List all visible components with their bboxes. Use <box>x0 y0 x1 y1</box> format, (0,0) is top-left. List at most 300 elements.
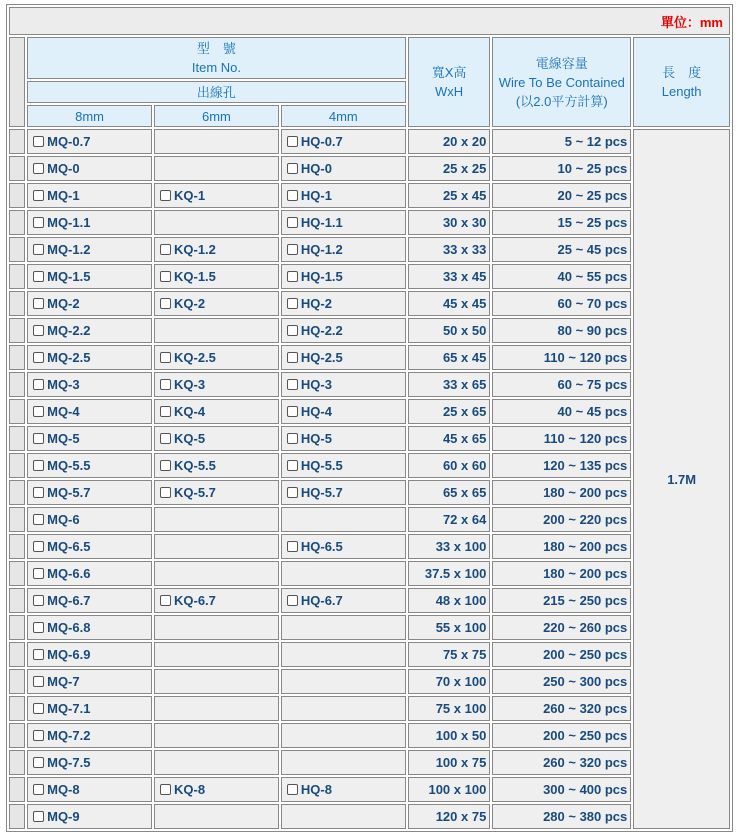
wire-capacity-cell: 200 ~ 250 pcs <box>492 642 631 667</box>
mq-item-option[interactable] <box>33 755 90 770</box>
row-side-cell <box>9 453 25 478</box>
table-row <box>9 507 730 532</box>
mq-checkbox[interactable] <box>33 595 44 606</box>
kq-item-option[interactable] <box>160 269 216 284</box>
kq-item-option[interactable] <box>160 485 216 500</box>
kq-checkbox[interactable] <box>160 433 171 444</box>
mq-cell <box>27 426 152 451</box>
row-side-cell <box>9 561 25 586</box>
size-cell: 50 x 50 <box>408 318 491 343</box>
wire-header-zh: 電線容量 <box>535 55 588 71</box>
wire-capacity-cell: 220 ~ 260 pcs <box>492 615 631 640</box>
mq-item-option[interactable] <box>33 296 80 311</box>
mq-checkbox[interactable] <box>33 649 44 660</box>
hq-checkbox[interactable] <box>287 379 298 390</box>
mq-cell <box>27 183 152 208</box>
row-side-cell <box>9 615 25 640</box>
mq-item-label: MQ-2.5 <box>47 350 91 365</box>
size-header-zh: 寬X高 <box>431 65 467 80</box>
hq-cell <box>281 237 406 262</box>
row-side-cell <box>9 237 25 262</box>
mq-cell <box>27 669 152 694</box>
kq-checkbox[interactable] <box>160 352 171 363</box>
mq-item-label: MQ-1.5 <box>47 269 91 284</box>
row-side-cell <box>9 372 25 397</box>
wire-capacity-cell: 180 ~ 200 pcs <box>492 480 631 505</box>
mq-item-label: MQ-2.2 <box>47 323 91 338</box>
table-row <box>9 723 730 748</box>
mq-item-label: MQ-6.5 <box>47 539 91 554</box>
mq-item-option[interactable] <box>33 431 80 446</box>
hq-checkbox[interactable] <box>287 244 298 255</box>
mq-cell <box>27 156 152 181</box>
mq-item-option[interactable] <box>33 350 90 365</box>
mq-checkbox[interactable] <box>33 190 44 201</box>
kq-item-option[interactable] <box>160 593 216 608</box>
hq-item-label: HQ-2.2 <box>300 323 343 338</box>
kq-cell <box>154 210 279 235</box>
hq-checkbox[interactable] <box>287 460 298 471</box>
kq-checkbox[interactable] <box>160 190 171 201</box>
kq-cell <box>154 534 279 559</box>
hq-cell <box>281 750 406 775</box>
mq-cell <box>27 291 152 316</box>
mq-checkbox[interactable] <box>33 406 44 417</box>
mq-item-label: MQ-1 <box>47 188 80 203</box>
mq-item-label: MQ-6.6 <box>47 566 91 581</box>
row-side-cell <box>9 642 25 667</box>
kq-cell <box>154 291 279 316</box>
hq-cell <box>281 777 406 802</box>
kq-cell <box>154 453 279 478</box>
kq-checkbox[interactable] <box>160 406 171 417</box>
mq-checkbox[interactable] <box>33 244 44 255</box>
table-row <box>9 588 730 613</box>
hq-cell <box>281 615 406 640</box>
mq-checkbox[interactable] <box>33 568 44 579</box>
unit-label: 單位：mm <box>9 7 730 35</box>
wire-capacity-cell: 300 ~ 400 pcs <box>492 777 631 802</box>
mq-checkbox[interactable] <box>33 676 44 687</box>
wire-capacity-cell: 110 ~ 120 pcs <box>492 426 631 451</box>
wire-capacity-cell: 40 ~ 45 pcs <box>492 399 631 424</box>
hq-item-option[interactable] <box>287 404 332 419</box>
hq-item-option[interactable] <box>287 188 332 203</box>
row-side-cell <box>9 777 25 802</box>
hq-cell <box>281 264 406 289</box>
hq-item-option[interactable] <box>287 377 332 392</box>
table-row <box>9 129 730 154</box>
hq-item-option[interactable] <box>287 539 343 554</box>
kq-cell <box>154 723 279 748</box>
table-row <box>9 237 730 262</box>
mq-item-option[interactable] <box>33 161 80 176</box>
hq-cell <box>281 345 406 370</box>
kq-item-option[interactable] <box>160 404 205 419</box>
mq-cell <box>27 480 152 505</box>
mq-item-option[interactable] <box>33 809 80 824</box>
hq-cell <box>281 453 406 478</box>
kq-item-label: KQ-5.7 <box>173 485 216 500</box>
wire-capacity-cell: 20 ~ 25 pcs <box>492 183 631 208</box>
mq-item-option[interactable] <box>33 377 80 392</box>
item-no-en: Item No. <box>191 60 241 75</box>
hq-item-option[interactable] <box>287 350 343 365</box>
kq-item-label: KQ-5.5 <box>173 458 216 473</box>
hq-checkbox[interactable] <box>287 541 298 552</box>
mq-checkbox[interactable] <box>33 757 44 768</box>
wire-capacity-cell: 260 ~ 320 pcs <box>492 750 631 775</box>
row-side-cell <box>9 129 25 154</box>
mq-checkbox[interactable] <box>33 379 44 390</box>
size-cell: 37.5 x 100 <box>408 561 491 586</box>
kq-checkbox[interactable] <box>160 244 171 255</box>
hq-checkbox[interactable] <box>287 271 298 282</box>
hq-item-label: HQ-0 <box>300 161 332 176</box>
kq-item-option[interactable] <box>160 431 205 446</box>
mq-checkbox[interactable] <box>33 433 44 444</box>
mq-item-option[interactable] <box>33 512 80 527</box>
hq-item-option[interactable] <box>287 431 332 446</box>
mq-item-option[interactable] <box>33 134 90 149</box>
table-row <box>9 777 730 802</box>
mq-item-label: MQ-7.5 <box>47 755 91 770</box>
kq-cell <box>154 696 279 721</box>
mq-cell <box>27 210 152 235</box>
size-cell: 75 x 100 <box>408 696 491 721</box>
size-cell: 65 x 65 <box>408 480 491 505</box>
size-cell: 100 x 50 <box>408 723 491 748</box>
hq-item-label: HQ-5.7 <box>300 485 343 500</box>
kq-cell <box>154 372 279 397</box>
hq-item-label: HQ-6.5 <box>300 539 343 554</box>
hq-checkbox[interactable] <box>287 325 298 336</box>
wire-capacity-cell: 110 ~ 120 pcs <box>492 345 631 370</box>
wire-capacity-cell: 180 ~ 200 pcs <box>492 534 631 559</box>
mq-checkbox[interactable] <box>33 784 44 795</box>
kq-item-label: KQ-6.7 <box>173 593 216 608</box>
table-row <box>9 372 730 397</box>
size-cell: 30 x 30 <box>408 210 491 235</box>
mq-item-option[interactable] <box>33 566 90 581</box>
hq-cell <box>281 507 406 532</box>
wire-capacity-cell: 200 ~ 250 pcs <box>492 723 631 748</box>
mq-item-option[interactable] <box>33 647 90 662</box>
size-header-en: WxH <box>434 84 464 99</box>
table-row <box>9 561 730 586</box>
kq-checkbox[interactable] <box>160 379 171 390</box>
table-header <box>9 7 730 127</box>
size-cell: 65 x 45 <box>408 345 491 370</box>
kq-cell <box>154 129 279 154</box>
mq-item-label: MQ-6.7 <box>47 593 91 608</box>
hq-checkbox[interactable] <box>287 406 298 417</box>
kq-cell <box>154 318 279 343</box>
kq-checkbox[interactable] <box>160 595 171 606</box>
mq-cell <box>27 696 152 721</box>
wire-capacity-cell: 5 ~ 12 pcs <box>492 129 631 154</box>
hq-cell <box>281 372 406 397</box>
header-side-cell <box>9 37 25 127</box>
hq-item-option[interactable] <box>287 296 332 311</box>
hq-checkbox[interactable] <box>287 784 298 795</box>
kq-checkbox[interactable] <box>160 784 171 795</box>
kq-checkbox[interactable] <box>160 460 171 471</box>
hq-checkbox[interactable] <box>287 352 298 363</box>
mq-item-label: MQ-2 <box>47 296 80 311</box>
mq-checkbox[interactable] <box>33 352 44 363</box>
mq-item-option[interactable] <box>33 620 90 635</box>
mq-item-option[interactable] <box>33 539 90 554</box>
hq-cell <box>281 561 406 586</box>
kq-cell <box>154 426 279 451</box>
size-cell: 33 x 65 <box>408 372 491 397</box>
mq-checkbox[interactable] <box>33 325 44 336</box>
table-row <box>9 669 730 694</box>
wire-capacity-cell: 215 ~ 250 pcs <box>492 588 631 613</box>
hq-checkbox[interactable] <box>287 298 298 309</box>
mq-checkbox[interactable] <box>33 136 44 147</box>
hq-item-option[interactable] <box>287 134 343 149</box>
mq-checkbox[interactable] <box>33 487 44 498</box>
mq-item-option[interactable] <box>33 458 90 473</box>
mq-item-option[interactable] <box>33 701 90 716</box>
item-no-header <box>27 37 406 79</box>
size-cell: 100 x 75 <box>408 750 491 775</box>
wire-capacity-cell: 120 ~ 135 pcs <box>492 453 631 478</box>
kq-item-option[interactable] <box>160 377 205 392</box>
mq-item-label: MQ-7 <box>47 674 80 689</box>
row-side-cell <box>9 264 25 289</box>
row-side-cell <box>9 318 25 343</box>
mq-item-label: MQ-7.2 <box>47 728 91 743</box>
row-side-cell <box>9 156 25 181</box>
item-no-zh: 型 號 <box>196 41 236 56</box>
table-row <box>9 210 730 235</box>
wire-capacity-cell: 200 ~ 220 pcs <box>492 507 631 532</box>
wire-capacity-cell: 180 ~ 200 pcs <box>492 561 631 586</box>
row-side-cell <box>9 426 25 451</box>
hq-item-option[interactable] <box>287 215 343 230</box>
row-side-cell <box>9 291 25 316</box>
mq-item-option[interactable] <box>33 242 90 257</box>
mq-cell <box>27 777 152 802</box>
mq-cell <box>27 372 152 397</box>
hq-cell <box>281 804 406 829</box>
hq-item-label: HQ-2 <box>300 296 332 311</box>
kq-cell <box>154 561 279 586</box>
mq-checkbox[interactable] <box>33 811 44 822</box>
row-side-cell <box>9 345 25 370</box>
hq-checkbox[interactable] <box>287 595 298 606</box>
kq-cell <box>154 507 279 532</box>
mq-checkbox[interactable] <box>33 460 44 471</box>
mq-item-option[interactable] <box>33 188 80 203</box>
hq-cell <box>281 183 406 208</box>
hq-item-option[interactable] <box>287 485 343 500</box>
mq-item-option[interactable] <box>33 593 90 608</box>
hq-item-option[interactable] <box>287 593 343 608</box>
mq-item-label: MQ-9 <box>47 809 80 824</box>
table-row <box>9 642 730 667</box>
table-row <box>9 291 730 316</box>
table-row <box>9 399 730 424</box>
mq-checkbox[interactable] <box>33 271 44 282</box>
mq-item-option[interactable] <box>33 485 90 500</box>
row-side-cell <box>9 588 25 613</box>
mq-item-option[interactable] <box>33 782 80 797</box>
mq-item-option[interactable] <box>33 404 80 419</box>
wire-capacity-cell: 280 ~ 380 pcs <box>492 804 631 829</box>
row-side-cell <box>9 696 25 721</box>
kq-item-label: KQ-5 <box>173 431 206 446</box>
mq-item-label: MQ-5.5 <box>47 458 91 473</box>
hq-item-option[interactable] <box>287 782 332 797</box>
hq-cell <box>281 399 406 424</box>
hq-checkbox[interactable] <box>287 217 298 228</box>
hq-checkbox[interactable] <box>287 190 298 201</box>
hq-checkbox[interactable] <box>287 487 298 498</box>
size-cell: 48 x 100 <box>408 588 491 613</box>
mq-cell <box>27 399 152 424</box>
mq-item-option[interactable] <box>33 323 90 338</box>
mq-cell <box>27 561 152 586</box>
row-side-cell <box>9 399 25 424</box>
mq-checkbox[interactable] <box>33 541 44 552</box>
row-side-cell <box>9 804 25 829</box>
wire-capacity-cell: 60 ~ 75 pcs <box>492 372 631 397</box>
hq-cell <box>281 426 406 451</box>
row-side-cell <box>9 750 25 775</box>
hq-cell <box>281 588 406 613</box>
row-side-cell <box>9 534 25 559</box>
length-header-zh: 長 度 <box>662 65 702 80</box>
mq-item-label: MQ-0 <box>47 161 80 176</box>
hq-checkbox[interactable] <box>287 136 298 147</box>
kq-checkbox[interactable] <box>160 487 171 498</box>
kq-checkbox[interactable] <box>160 271 171 282</box>
hq-cell <box>281 210 406 235</box>
col-8mm-header: 8mm <box>27 105 152 127</box>
table-row <box>9 318 730 343</box>
length-value: 1.7M <box>633 129 730 829</box>
mq-cell <box>27 345 152 370</box>
hq-item-option[interactable] <box>287 323 343 338</box>
row-side-cell <box>9 210 25 235</box>
mq-checkbox[interactable] <box>33 217 44 228</box>
mq-cell <box>27 615 152 640</box>
hq-item-option[interactable] <box>287 269 343 284</box>
mq-checkbox[interactable] <box>33 703 44 714</box>
mq-cell <box>27 507 152 532</box>
hq-item-label: HQ-2.5 <box>300 350 343 365</box>
kq-cell <box>154 750 279 775</box>
hq-cell <box>281 696 406 721</box>
wire-capacity-header <box>492 37 631 127</box>
hq-item-label: HQ-1 <box>300 188 332 203</box>
mq-item-label: MQ-3 <box>47 377 80 392</box>
mq-cell <box>27 237 152 262</box>
mq-cell <box>27 129 152 154</box>
kq-item-option[interactable] <box>160 458 216 473</box>
kq-item-option[interactable] <box>160 782 205 797</box>
wire-capacity-cell: 60 ~ 70 pcs <box>492 291 631 316</box>
mq-item-label: MQ-6.9 <box>47 647 91 662</box>
hq-cell <box>281 669 406 694</box>
size-cell: 33 x 100 <box>408 534 491 559</box>
kq-item-label: KQ-3 <box>173 377 206 392</box>
hq-item-option[interactable] <box>287 458 343 473</box>
row-side-cell <box>9 480 25 505</box>
size-cell: 100 x 100 <box>408 777 491 802</box>
hq-item-option[interactable] <box>287 161 332 176</box>
mq-cell <box>27 318 152 343</box>
table-row <box>9 183 730 208</box>
kq-item-option[interactable] <box>160 242 216 257</box>
kq-item-option[interactable] <box>160 188 205 203</box>
wire-capacity-cell: 260 ~ 320 pcs <box>492 696 631 721</box>
kq-cell <box>154 588 279 613</box>
kq-cell <box>154 399 279 424</box>
product-spec-table <box>6 4 733 832</box>
mq-item-label: MQ-5.7 <box>47 485 91 500</box>
hq-checkbox[interactable] <box>287 433 298 444</box>
hq-item-label: HQ-1.1 <box>300 215 343 230</box>
mq-item-option[interactable] <box>33 269 90 284</box>
mq-checkbox[interactable] <box>33 730 44 741</box>
mq-checkbox[interactable] <box>33 514 44 525</box>
mq-item-option[interactable] <box>33 728 90 743</box>
row-side-cell <box>9 669 25 694</box>
mq-item-option[interactable] <box>33 215 90 230</box>
hq-item-option[interactable] <box>287 242 343 257</box>
kq-item-label: KQ-8 <box>173 782 206 797</box>
kq-item-option[interactable] <box>160 350 216 365</box>
size-cell: 25 x 25 <box>408 156 491 181</box>
hq-checkbox[interactable] <box>287 163 298 174</box>
mq-item-label: MQ-1.2 <box>47 242 91 257</box>
outlet-hole-header: 出線孔 <box>27 81 406 103</box>
mq-checkbox[interactable] <box>33 622 44 633</box>
kq-checkbox[interactable] <box>160 298 171 309</box>
kq-item-label: KQ-1.5 <box>173 269 216 284</box>
wire-header-note: (以2.0平方計算) <box>515 93 608 109</box>
hq-item-label: HQ-5.5 <box>300 458 343 473</box>
mq-cell <box>27 534 152 559</box>
kq-cell <box>154 642 279 667</box>
mq-item-label: MQ-5 <box>47 431 80 446</box>
wire-header-en: Wire To Be Contained <box>498 74 625 90</box>
mq-cell <box>27 588 152 613</box>
kq-item-option[interactable] <box>160 296 205 311</box>
hq-cell <box>281 156 406 181</box>
size-cell: 33 x 45 <box>408 264 491 289</box>
size-cell: 45 x 45 <box>408 291 491 316</box>
mq-checkbox[interactable] <box>33 298 44 309</box>
hq-cell <box>281 291 406 316</box>
mq-cell <box>27 642 152 667</box>
mq-checkbox[interactable] <box>33 163 44 174</box>
kq-cell <box>154 345 279 370</box>
mq-item-option[interactable] <box>33 674 80 689</box>
size-cell: 25 x 45 <box>408 183 491 208</box>
hq-cell <box>281 642 406 667</box>
table-row <box>9 453 730 478</box>
hq-item-label: HQ-8 <box>300 782 332 797</box>
kq-item-label: KQ-2.5 <box>173 350 216 365</box>
col-6mm-header: 6mm <box>154 105 279 127</box>
size-cell: 75 x 75 <box>408 642 491 667</box>
